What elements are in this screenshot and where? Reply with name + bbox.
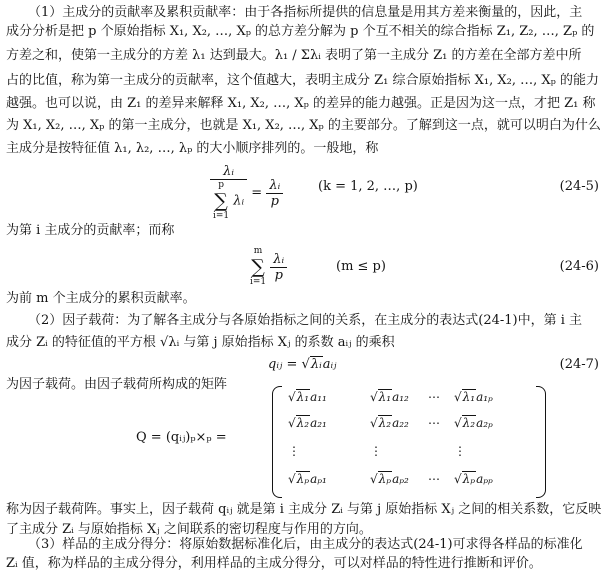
matrix-cell: ⋮ (454, 444, 466, 458)
matrix-ellipsis: ⋯ (428, 416, 440, 430)
matrix-cell: √λ₂a₂₂ (370, 416, 409, 430)
eq1-lhs-num: λᵢ (223, 164, 234, 179)
matrix-cell: √λ₁a₁ₚ (454, 390, 493, 404)
equation-24-7: qᵢⱼ = √λᵢaᵢⱼ (24-7) (268, 357, 599, 372)
matrix-right-bracket (536, 386, 546, 498)
eq1-condition: (k = 1, 2, …, p) (318, 179, 418, 194)
eq4-lhs: Q = (qᵢⱼ)ₚ×ₚ = (136, 430, 227, 445)
paragraph-2-line-5: 了主成分 Zᵢ 与原始指标 Xⱼ 之间联系的密切程度与作用的方向。 (6, 522, 372, 537)
paragraph-1-line-8: 为第 i 主成分的贡献率；而称 (6, 223, 175, 238)
paragraph-3-line-1: （3）样品的主成分得分：将原始数据标准化后，由主成分的表达式(24-1)可求得各样品的标准化 (28, 537, 583, 552)
paragraph-1-line-5: 越强。也可以说，由 Z₁ 的差异来解释 X₁, X₂, …, Xₚ 的差异的能力越强。正是因为这一点，才把 Z₁ 称 (6, 96, 596, 111)
paragraph-1-line-4: 占的比值，称为第一主成分的贡献率，这个值越大，表明主成分 Z₁ 综合原始指标 X₁, X₂, …, Xₚ 的能力 (6, 73, 599, 88)
eq2-sum-top: m (253, 246, 263, 256)
paragraph-3-line-2: Zᵢ 值，称为样品的主成分得分，利用样品的主成分得分，可以对样品的特性进行推断和评价。 (6, 556, 542, 571)
matrix-cell: √λ₁a₁₁ (288, 390, 327, 404)
paragraph-1-line-2: 成分分析是把 p 个原始指标 X₁, X₂, …, Xₚ 的总方差分解为 p 个互不相关的综合指标 Z₁, Z₂, …, Zₚ 的 (6, 24, 595, 39)
eq1-rhs-den: p (270, 193, 279, 209)
paragraph-2-line-4: 称为因子载荷阵。事实上，因子载荷 qᵢⱼ 就是第 i 主成分 Zᵢ 与第 j 原始指标 Xⱼ 之间的相关系数，它反映 (6, 502, 602, 517)
paragraph-1-line-3: 方差之和，使第一主成分的方差 λ₁ 达到最大。λ₁ / Σλᵢ 表明了第一主成分 Z₁ 的方差在全部方差中所 (6, 48, 582, 63)
eq3-sqrt: λᵢ (310, 357, 322, 372)
matrix-cell: √λ₁a₁₂ (370, 390, 409, 404)
matrix-cell: √λₚaₚ₁ (288, 472, 327, 486)
paragraph-2-line-2: 成分 Zᵢ 的特征值的平方根 √λᵢ 与第 j 原始指标 Xⱼ 的系数 aᵢⱼ 的乘积 (6, 335, 395, 350)
matrix-cell: √λ₂a₂₁ (288, 416, 327, 430)
eq2-number: (24-6) (559, 259, 599, 274)
eq2-sum-bot: i=1 (250, 277, 267, 287)
cumulative-fraction (270, 252, 287, 283)
paragraph-2-line-3: 为因子载荷。由因子载荷所构成的矩阵 (6, 377, 228, 392)
paragraph-1-line-7: 主成分是按特征值 λ₁, λ₂, …, λₚ 的大小顺序排列的。一般地，称 (6, 141, 379, 156)
equation-24-5: λᵢ p ∑ i=1 λᵢ = $\frac{\text{λᵢ}}{p}$ (k = 1, 2, …, p) (24-5) (0, 164, 607, 214)
matrix-ellipsis: ⋯ (428, 472, 440, 486)
rhs-fraction (266, 178, 283, 209)
eq1-sum-bot: i=1 (213, 211, 230, 221)
eq1-sum-top: p (218, 180, 224, 190)
sum-symbol: p ∑ i=1 (213, 180, 230, 221)
paragraph-2-line-1: （2）因子载荷：为了解各主成分与各原始指标之间的关系，在主成分的表达式(24-1)中，第 i 主 (28, 313, 583, 328)
paragraph-1-line-6: 为 X₁, X₂, …, Xₚ 的第一主成分，也就是 X₁, X₂, …, Xₚ 的主要部分。了解到这一点，就可以明白为什么 (6, 118, 601, 133)
contribution-fraction (210, 164, 247, 222)
eq2-den: p (274, 267, 283, 283)
equation-24-6 (0, 246, 607, 288)
matrix-cell: ⋮ (288, 444, 300, 458)
eq3-tail: aᵢⱼ (322, 357, 337, 372)
paragraph-1-line-9: 为前 m 个主成分的累积贡献率。 (6, 291, 196, 306)
paragraph-1-line-1: （1）主成分的贡献率及累积贡献率：由于各指标所提供的信息量是用其方差来衡量的，因此，主 (28, 5, 583, 20)
matrix-cell: ⋮ (370, 444, 382, 458)
eq1-number: (24-5) (559, 179, 599, 194)
eq2-num: λᵢ (273, 251, 285, 267)
eq3-lhs: qᵢⱼ = (268, 357, 302, 372)
matrix-cell: √λₚaₚₚ (454, 472, 493, 486)
matrix-cell: √λ₂a₂ₚ (454, 416, 493, 430)
eq3-number: (24-7) (559, 357, 599, 372)
eq2-condition: (m ≤ p) (336, 259, 386, 274)
matrix-ellipsis: ⋯ (428, 390, 440, 404)
eq1-sum-var: λᵢ (233, 193, 245, 209)
sum-symbol: m ∑ i=1 (250, 246, 267, 287)
eq1-rhs-num: λᵢ (269, 177, 281, 193)
matrix-left-bracket (272, 386, 282, 498)
matrix-cell: √λₚaₚ₂ (370, 472, 409, 486)
